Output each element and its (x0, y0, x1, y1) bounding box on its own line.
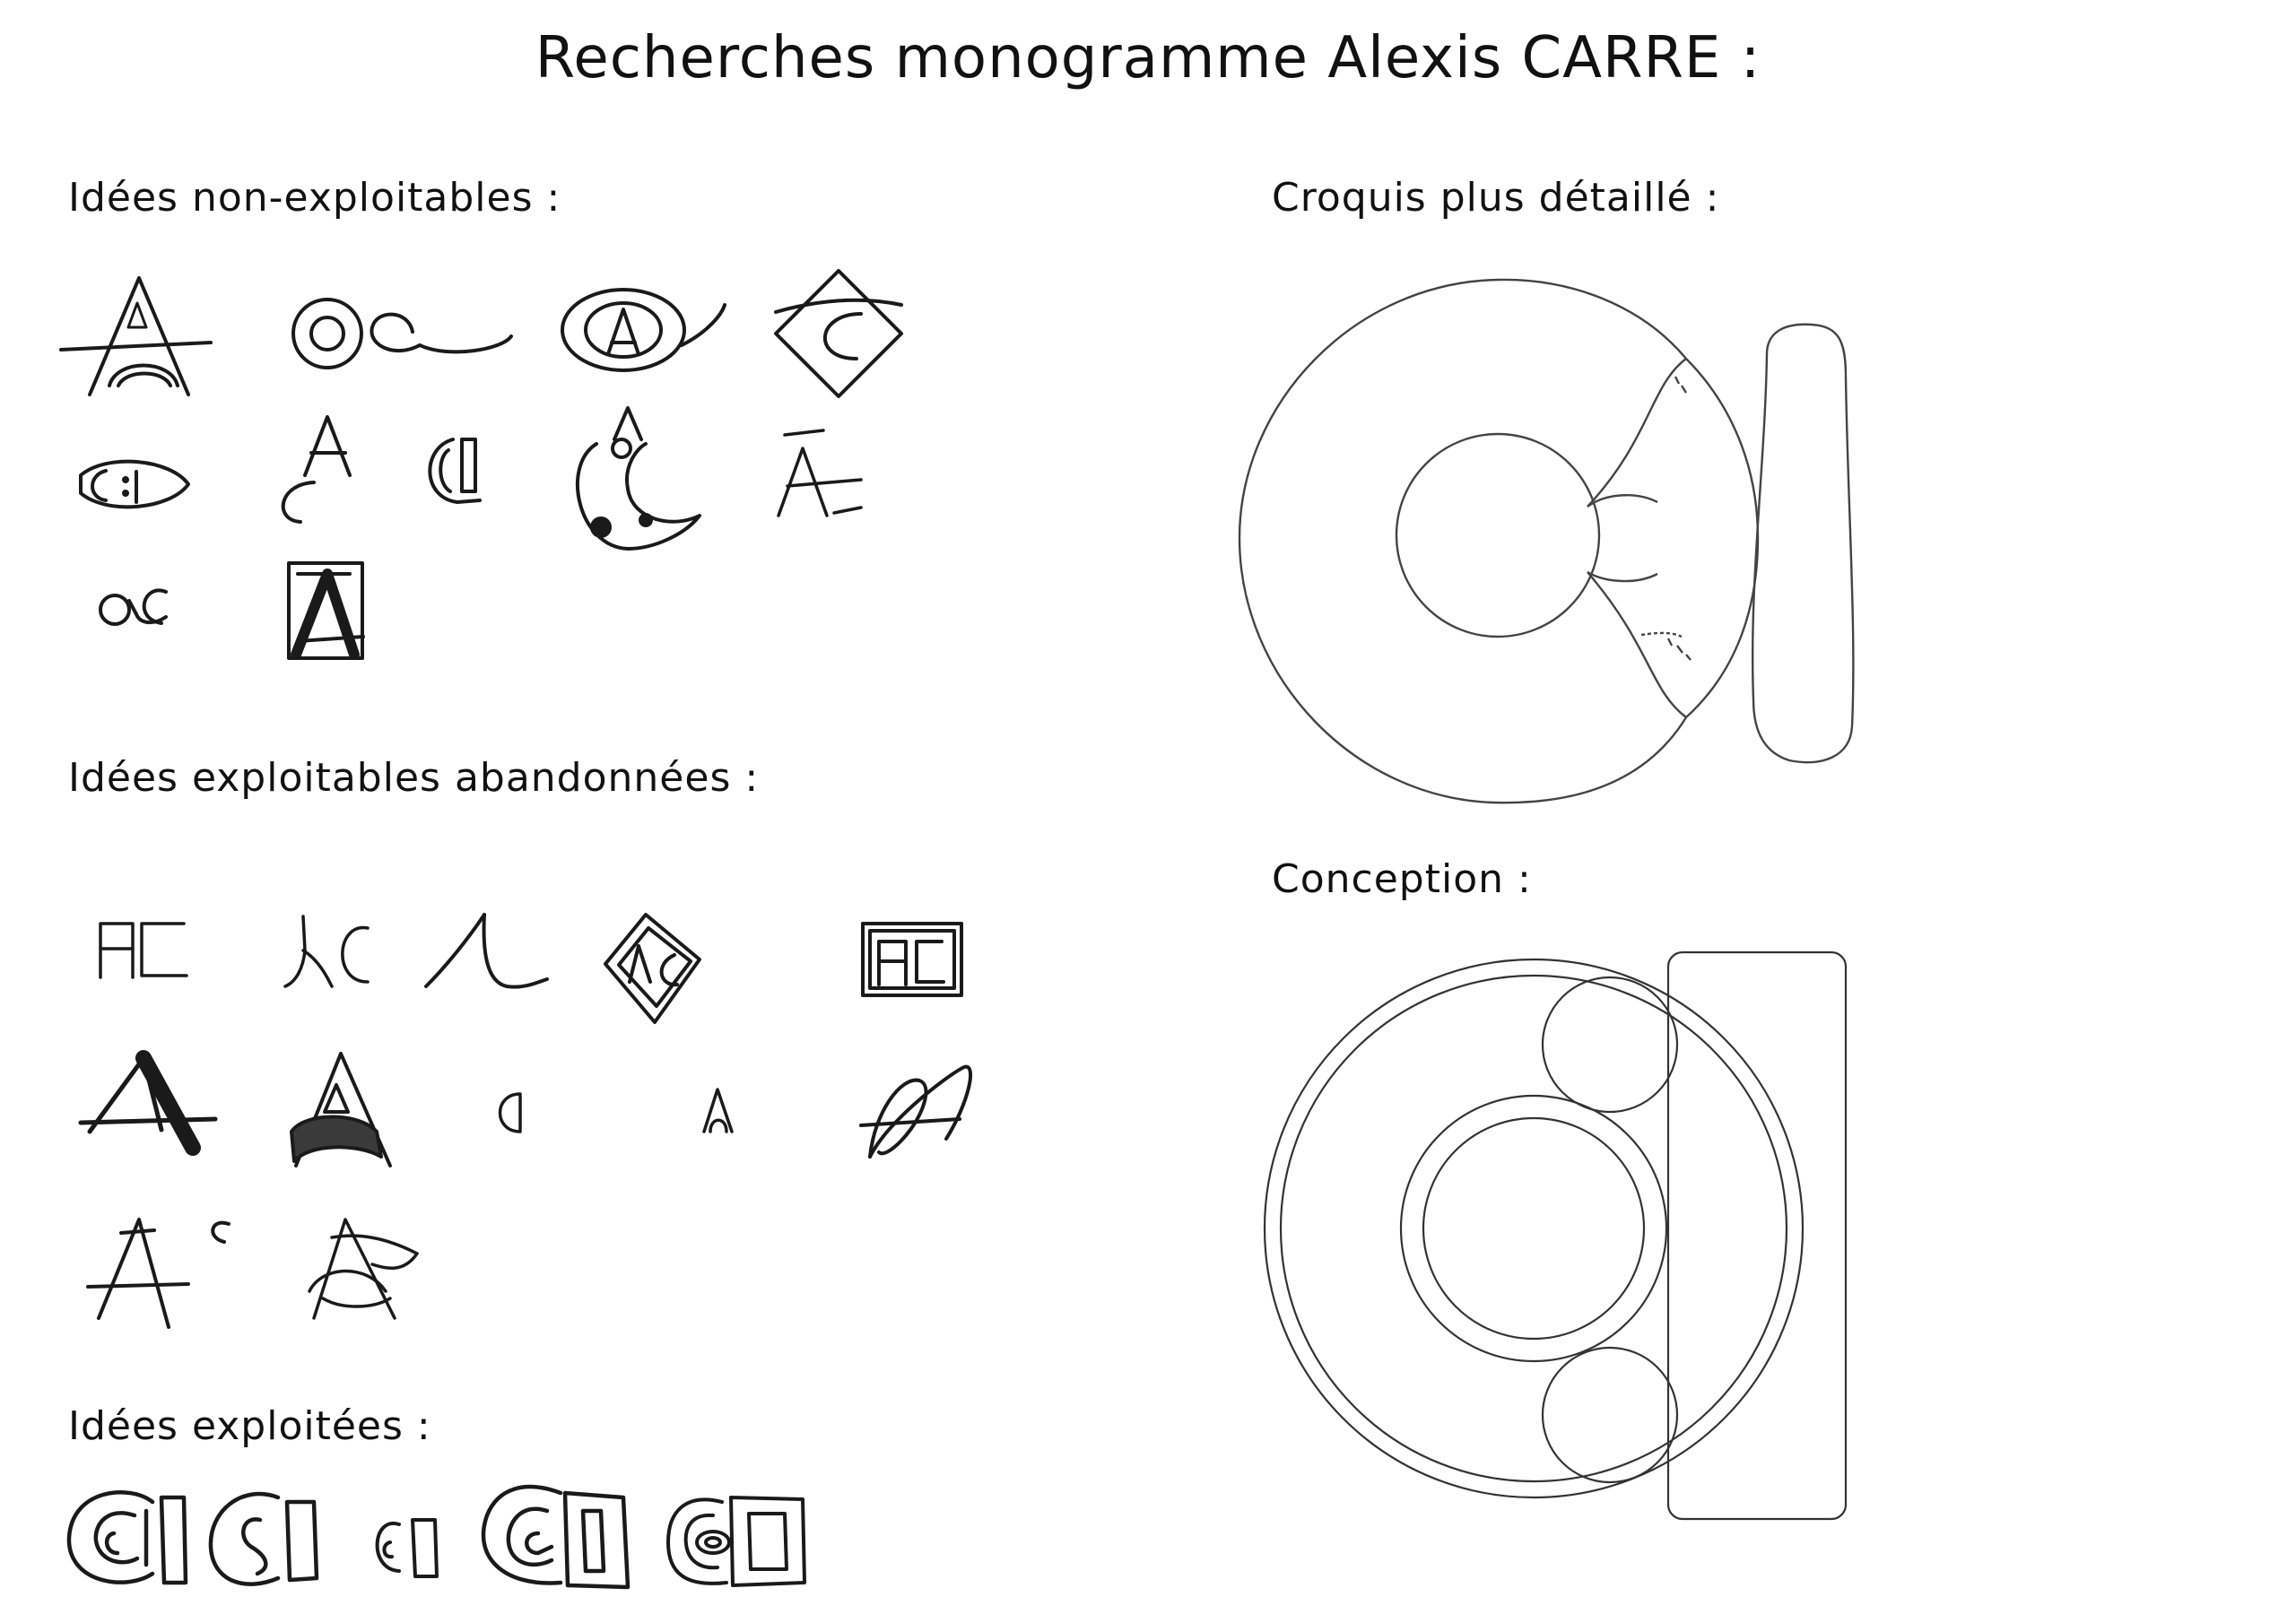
sketch-ac-plain (100, 924, 187, 977)
detailed-sketch-outer-ring (1239, 280, 1758, 803)
sketch-ac-script (285, 916, 368, 986)
sketch-a-with-macron (778, 430, 861, 516)
sketch-crescent-moon (578, 408, 700, 549)
section-heading-croquis-detaille: Croquis plus détaillé : (1272, 175, 1720, 221)
sketch-diamond-ac (605, 915, 700, 1022)
sketch-c-lens (81, 462, 188, 508)
sketch-group-exploitables-abandonnees (72, 897, 1058, 1363)
sketch-a-in-ring (562, 290, 725, 370)
section-heading-non-exploitables: Idées non-exploitables : (68, 175, 561, 221)
conception-outer-ring (1265, 959, 1803, 1497)
section-heading-exploitables-abandonnees: Idées exploitables abandonnées : (68, 755, 760, 801)
conception-inner-ring (1401, 1096, 1666, 1361)
sketch-final-ci-5 (668, 1497, 804, 1585)
sketch-ac-boxed (863, 924, 961, 995)
sketch-final-ci-2 (211, 1494, 317, 1584)
sketch-c-bar-small (500, 1094, 521, 1132)
conception-small-circles (1543, 977, 1677, 1482)
sketch-alpha-c (100, 590, 166, 624)
detailed-sketch-bar (1752, 325, 1853, 762)
sketch-a-shaded-arch (291, 1054, 390, 1166)
section-heading-exploitees: Idées exploitées : (68, 1403, 431, 1449)
conception-diagram (1265, 933, 1910, 1560)
sketch-a-bold-stroke (81, 1058, 215, 1148)
sketch-a-c-script (283, 417, 350, 522)
sketch-a-arch (61, 278, 211, 395)
sketch-a-arch-hat (309, 1219, 417, 1318)
section-heading-conception: Conception : (1272, 856, 1532, 902)
detailed-sketch (1229, 269, 1874, 807)
sketch-a-loop (861, 1067, 970, 1157)
sketch-group-non-exploitables (54, 260, 1040, 673)
sketch-final-ci-4 (483, 1487, 628, 1587)
sketch-a-small-arch (704, 1089, 732, 1132)
sketch-boxed-a (289, 563, 363, 658)
sketch-crescent-bar (430, 439, 480, 502)
sketch-final-ci-1 (69, 1492, 186, 1583)
sketch-final-ci-3 (378, 1520, 437, 1576)
page-title: Recherches monogramme Alexis CARRE : (535, 25, 1761, 91)
sketch-a-superscript-c (88, 1219, 229, 1327)
sketch-spiral-at (293, 299, 511, 368)
conception-bar (1668, 952, 1846, 1519)
sketch-diamond-c (776, 271, 901, 396)
sketch-a-swash (426, 915, 547, 987)
sketch-group-exploitees (58, 1471, 865, 1614)
